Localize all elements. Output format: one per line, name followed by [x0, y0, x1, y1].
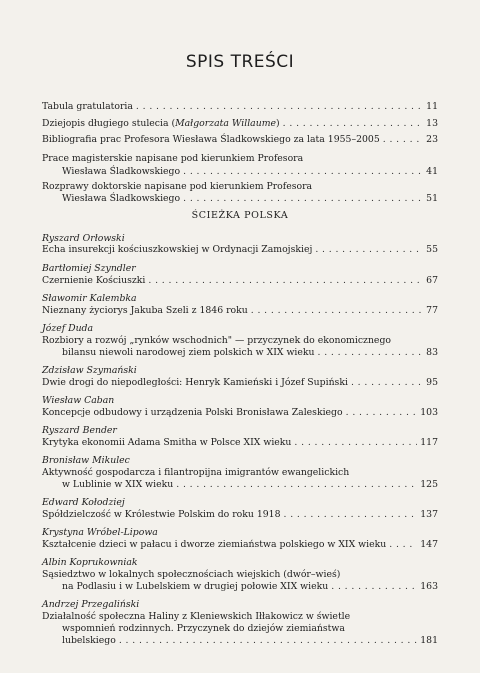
toc-entry-author: Wiesław Caban — [42, 395, 115, 406]
toc-entry-title: Działalność społeczna Haliny z Kleniewskich Iłłakowicz w świetle — [42, 611, 351, 622]
toc-page-number: 181 — [420, 635, 438, 646]
toc-leader-dots — [136, 101, 423, 113]
toc-entry-title-cont: wspomnień rodzinnych. Przyczynek do dziejów ziemiaństwa — [62, 623, 345, 634]
toc-entry-author: Edward Kołodziej — [42, 497, 125, 508]
toc-entry — [42, 134, 438, 146]
toc-entry — [62, 166, 438, 178]
toc-entry — [42, 118, 438, 130]
toc-page-number: 67 — [426, 275, 438, 286]
toc-entry — [62, 193, 438, 205]
toc-entry-title: Rozbiory a rozwój „rynków wschodnich" — przyczynek do ekonomicznego — [42, 335, 391, 346]
toc-page-number: 103 — [420, 407, 438, 418]
toc-entry-author: Sławomir Kalembka — [42, 293, 137, 304]
toc-entry — [42, 244, 438, 256]
toc-entry-title: Nieznany życiorys Jakuba Szeli z 1846 roku — [42, 305, 248, 316]
toc-entry-title-cont: bilansu niewoli narodowej ziem polskich w XIX wieku — [62, 347, 315, 358]
toc-entry — [62, 581, 438, 593]
toc-page-number: 137 — [420, 509, 438, 520]
toc-entry-title: Sąsiedztwo w lokalnych społecznościach wiejskich (dwór–wieś) — [42, 569, 341, 580]
toc-leader-dots — [346, 407, 418, 419]
toc-entry-author: Bronisław Mikulec — [42, 455, 130, 466]
toc-leader-dots — [383, 134, 423, 146]
toc-entry-title: Echa insurekcji kościuszkowskiej w Ordynacji Zamojskiej — [42, 244, 313, 255]
toc-page-number: 51 — [426, 193, 438, 204]
toc-entry-title: Bibliografia prac Profesora Wiesława Śladkowskiego za lata 1955–2005 — [42, 134, 380, 145]
toc-leader-dots — [389, 539, 417, 551]
toc-entry-title: Spółdzielczość w Królestwie Polskim do roku 1918 — [42, 509, 281, 520]
toc-page-number: 55 — [426, 244, 438, 255]
toc-leader-dots — [294, 437, 417, 449]
toc-entry-title-cont: lubelskiego — [62, 635, 116, 646]
toc-page-number: 77 — [426, 305, 438, 316]
toc-entry — [62, 635, 438, 647]
toc-page-number: 95 — [426, 377, 438, 388]
toc-entry-title: Krytyka ekonomii Adama Smitha w Polsce XIX wieku — [42, 437, 292, 448]
toc-leader-dots — [119, 635, 417, 647]
toc-leader-dots — [283, 118, 423, 130]
toc-entry-title: Prace magisterskie napisane pod kierunkiem Profesora — [42, 153, 304, 164]
toc-leader-dots — [183, 193, 423, 205]
toc-entry-title-cont: Wiesława Śladkowskiego — [62, 193, 181, 204]
toc-leader-dots — [148, 275, 423, 287]
toc-entry — [42, 539, 438, 551]
toc-leader-dots — [315, 244, 423, 256]
toc-leader-dots — [176, 479, 417, 491]
toc-leader-dots — [251, 305, 423, 317]
toc-entry-title-cont: Wiesława Śladkowskiego — [62, 166, 181, 177]
toc-page-number: 163 — [420, 581, 438, 592]
toc-entry-title: Kształcenie dzieci w pałacu i dworze ziemiaństwa polskiego w XIX wieku — [42, 539, 387, 550]
toc-leader-dots — [183, 166, 423, 178]
toc-entry-title: Dziejopis długiego stulecia (Małgorzata Willaume) — [42, 118, 280, 129]
toc-entry — [42, 509, 438, 521]
page-title: SPIS TREŚCI — [185, 52, 295, 72]
toc-entry-author: Ryszard Orłowski — [42, 233, 125, 244]
toc-entry — [42, 101, 438, 113]
toc-entry-title: Dwie drogi do niepodległości: Henryk Kamieński i Józef Supiński — [42, 377, 348, 388]
toc-entry — [42, 437, 438, 449]
toc-entry — [42, 377, 438, 389]
toc-entry-author: Zdzisław Szymański — [42, 365, 137, 376]
toc-entry — [62, 347, 438, 359]
toc-entry-author: Albin Koprukowniak — [42, 557, 138, 568]
toc-entry-author: Krystyna Wróbel-Lipowa — [42, 527, 158, 538]
toc-entry — [42, 275, 438, 287]
toc-entry-author: Józef Duda — [42, 323, 94, 334]
toc-entry — [62, 479, 438, 491]
toc-page-number: 147 — [420, 539, 438, 550]
toc-page-number: 83 — [426, 347, 438, 358]
toc-entry-title-cont: w Lublinie w XIX wieku — [62, 479, 174, 490]
toc-entry — [42, 407, 438, 419]
toc-entry-title-cont: na Podlasiu i w Lubelskiem w drugiej połowie XIX wieku — [62, 581, 329, 592]
toc-entry-title: Aktywność gospodarcza i filantropijna imigrantów ewangelickich — [42, 467, 350, 478]
toc-page-number: 117 — [420, 437, 438, 448]
toc-entry-title: Rozprawy doktorskie napisane pod kierunkiem Profesora — [42, 181, 313, 192]
toc-leader-dots — [351, 377, 423, 389]
toc-entry-title: Koncepcje odbudowy i urządzenia Polski Bronisława Zaleskiego — [42, 407, 343, 418]
toc-entry-title: Czernienie Kościuszki — [42, 275, 146, 286]
toc-leader-dots — [331, 581, 417, 593]
toc-entry — [42, 305, 438, 317]
toc-page-number: 13 — [426, 118, 438, 129]
toc-page-number: 11 — [426, 101, 438, 112]
toc-entry-author: Andrzej Przegaliński — [42, 599, 140, 610]
toc-page-number: 23 — [426, 134, 438, 145]
toc-entry-title: Tabula gratulatoria — [42, 101, 133, 112]
toc-entry-author: Małgorzata Willaume — [175, 118, 277, 129]
toc-page-number: 125 — [420, 479, 438, 490]
toc-leader-dots — [318, 347, 424, 359]
toc-entry-author: Bartłomiej Szyndler — [42, 263, 136, 274]
section-heading: ŚCIEŻKA POLSKA — [191, 210, 289, 221]
toc-entry-author: Ryszard Bender — [42, 425, 117, 436]
toc-leader-dots — [284, 509, 418, 521]
toc-page-number: 41 — [426, 166, 438, 177]
